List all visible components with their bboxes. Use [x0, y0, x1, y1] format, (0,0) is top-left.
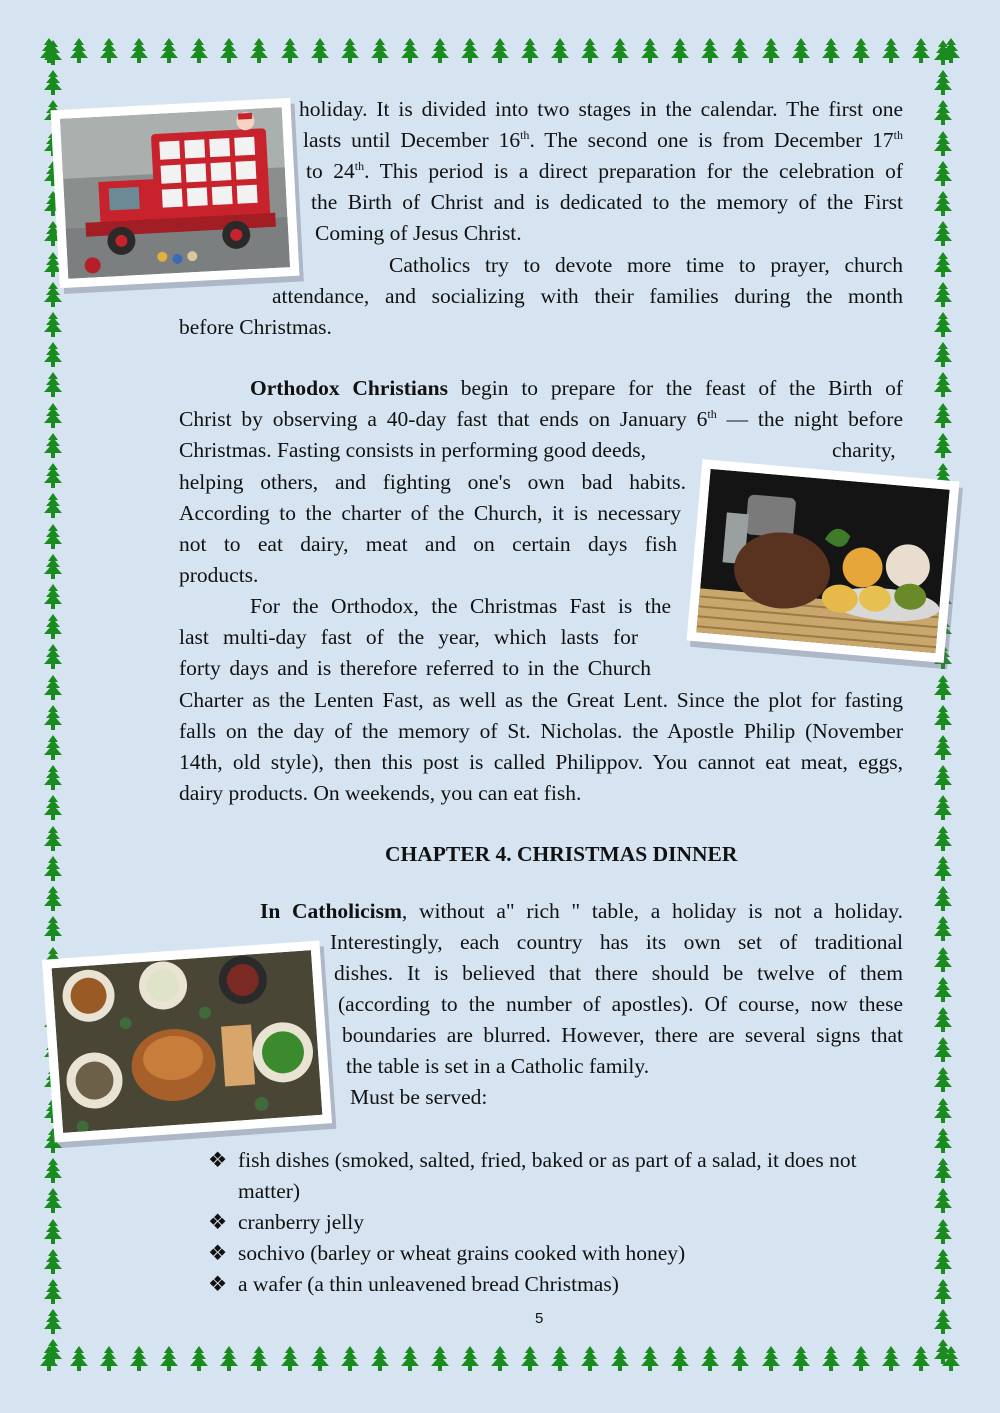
christmas-tree-icon [42, 675, 64, 705]
christmas-tree-icon [932, 675, 954, 705]
list-item-text: cranberry jelly [238, 1210, 364, 1234]
christmas-tree-icon [42, 1158, 64, 1188]
christmas-tree-icon [158, 38, 180, 68]
christmas-tree-icon [489, 38, 511, 68]
christmas-tree-icon [42, 1279, 64, 1309]
christmas-tree-icon [932, 433, 954, 463]
christmas-tree-icon [549, 1346, 571, 1376]
christmas-tree-icon [42, 312, 64, 342]
christmas-tree-icon [248, 38, 270, 68]
orthodox-line-1-rest: begin to prepare for the feast of the Birth of [460, 376, 904, 400]
list-item [208, 1238, 685, 1269]
tree-border-right [932, 40, 966, 1370]
christmas-tree-icon [42, 644, 64, 674]
christmas-tree-icon [42, 1219, 64, 1249]
christmas-tree-icon [98, 1346, 120, 1376]
orthodox-p2-line-6: 14th, old style), then this post is called Philippov. You cannot eat meat, eggs, [179, 750, 903, 774]
christmas-tree-icon [158, 1346, 180, 1376]
christmas-tree-icon [932, 40, 954, 70]
catholic-line-6: the table is set in a Catholic family. [346, 1054, 650, 1078]
christmas-tree-icon [910, 1346, 932, 1376]
christmas-tree-icon [932, 947, 954, 977]
advent-sup-16: th [520, 127, 530, 142]
christmas-tree-icon [42, 403, 64, 433]
christmas-tree-icon [932, 252, 954, 282]
christmas-tree-icon [729, 38, 751, 68]
advent-calendar-photo [51, 98, 300, 288]
catholic-line-1 [260, 896, 903, 927]
christmas-tree-icon [42, 463, 64, 493]
christmas-tree-icon [369, 38, 391, 68]
orthodox-p2-line-5: falls on the day of the memory of St. Nicholas. the Apostle Philip (November [179, 719, 903, 743]
christmas-tree-icon [639, 38, 661, 68]
christmas-tree-icon [880, 38, 902, 68]
advent-line-2b: . The second one is from December 17 [529, 128, 894, 152]
tree-border-top [38, 38, 962, 72]
christmas-tree-icon [932, 1219, 954, 1249]
christmas-tree-icon [188, 1346, 210, 1376]
christmas-tree-icon [932, 765, 954, 795]
orthodox-line-2b: — the night before [716, 407, 903, 431]
christmas-tree-icon [42, 705, 64, 735]
christmas-tree-icon [932, 1007, 954, 1037]
christmas-tree-icon [309, 38, 331, 68]
christmas-tree-icon [609, 1346, 631, 1376]
christmas-tree-icon [128, 1346, 150, 1376]
christmas-tree-icon [790, 1346, 812, 1376]
christmas-tree-icon [932, 1098, 954, 1128]
orthodox-line-3b: charity, [832, 438, 896, 462]
christmas-tree-icon [309, 1346, 331, 1376]
christmas-tree-icon [932, 826, 954, 856]
christmas-tree-icon [910, 38, 932, 68]
christmas-tree-icon [279, 1346, 301, 1376]
catholic-line-5: boundaries are blurred. However, there are several signs that [342, 1023, 903, 1047]
orthodox-lead: Orthodox Christians [250, 376, 448, 400]
bullet-diamond-icon: ❖ [208, 1148, 228, 1172]
christmas-tree-icon [609, 38, 631, 68]
christmas-tree-icon [42, 40, 64, 70]
christmas-tree-icon [429, 38, 451, 68]
christmas-tree-icon [42, 1188, 64, 1218]
christmas-tree-icon [42, 584, 64, 614]
bullet-diamond-icon: ❖ [208, 1210, 228, 1234]
christmas-tree-icon [42, 493, 64, 523]
christmas-tree-icon [932, 312, 954, 342]
christmas-tree-icon [42, 614, 64, 644]
christmas-tree-icon [218, 38, 240, 68]
christmas-tree-icon [279, 38, 301, 68]
christmas-tree-icon [42, 1339, 64, 1369]
christmas-tree-icon [932, 1279, 954, 1309]
christmas-tree-icon [932, 856, 954, 886]
christmas-tree-icon [729, 1346, 751, 1376]
christmas-tree-icon [42, 916, 64, 946]
orthodox-sup-6: th [707, 406, 717, 421]
christmas-tree-icon [42, 886, 64, 916]
catholic-line-2: Interestingly, each country has its own set of traditional [330, 930, 903, 954]
list-item-continuation: matter) [238, 1179, 301, 1203]
christmas-tree-icon [932, 161, 954, 191]
christmas-tree-icon [519, 38, 541, 68]
christmas-tree-icon [932, 191, 954, 221]
christmas-tree-icon [188, 38, 210, 68]
orthodox-p2-line-2: last multi-day fast of the year, which lasts for [179, 625, 638, 649]
christmas-tree-icon [880, 1346, 902, 1376]
christmas-tree-icon [369, 1346, 391, 1376]
christmas-tree-icon [489, 1346, 511, 1376]
bullet-diamond-icon: ❖ [208, 1272, 228, 1296]
christmas-tree-icon [42, 342, 64, 372]
christmas-tree-icon [820, 38, 842, 68]
christmas-tree-icon [42, 856, 64, 886]
advent-line-1: holiday. It is divided into two stages in the calendar. The first one [299, 97, 903, 121]
christmas-tree-icon [248, 1346, 270, 1376]
christmas-tree-icon [760, 1346, 782, 1376]
christmas-tree-icon [932, 372, 954, 402]
christmas-tree-icon [932, 916, 954, 946]
catholic-line-1-rest: , without a" rich " table, a holiday is not a holiday. [401, 899, 903, 923]
advent-line-7: attendance, and socializing with their families during the month [272, 284, 903, 308]
christmas-tree-icon [932, 403, 954, 433]
christmas-tree-icon [932, 131, 954, 161]
orthodox-line-6: not to eat dairy, meat and on certain days fish [179, 532, 677, 556]
christmas-tree-icon [218, 1346, 240, 1376]
orthodox-line-5: According to the charter of the Church, it is necessary [179, 501, 681, 525]
christmas-tree-icon [932, 705, 954, 735]
christmas-tree-icon [932, 282, 954, 312]
orthodox-line-7: products. [179, 563, 259, 587]
christmas-tree-icon [699, 38, 721, 68]
christmas-tree-icon [932, 342, 954, 372]
christmas-tree-icon [42, 765, 64, 795]
bullet-diamond-icon: ❖ [208, 1241, 228, 1265]
catholic-lead: In Catholicism [260, 899, 402, 923]
list-item-text: sochivo (barley or wheat grains cooked with honey) [238, 1241, 686, 1265]
tree-border-bottom [38, 1346, 962, 1380]
christmas-tree-icon [98, 38, 120, 68]
list-item-text: a wafer (a thin unleavened bread Christmas) [238, 1272, 619, 1296]
lenten-food-photo [687, 459, 960, 663]
orthodox-line-2a: Christ by observing a 40-day fast that ends on January 6 [179, 407, 708, 431]
christmas-tree-icon [42, 554, 64, 584]
christmas-tree-icon [932, 1188, 954, 1218]
christmas-tree-icon [42, 524, 64, 554]
christmas-tree-icon [850, 1346, 872, 1376]
christmas-tree-icon [549, 38, 571, 68]
orthodox-line-2 [179, 404, 903, 435]
christmas-tree-icon [669, 1346, 691, 1376]
christmas-tree-icon [932, 100, 954, 130]
christmas-tree-icon [932, 221, 954, 251]
orthodox-p2-line-7: dairy products. On weekends, you can eat fish. [179, 781, 582, 805]
christmas-tree-icon [932, 977, 954, 1007]
christmas-tree-icon [932, 1067, 954, 1097]
advent-line-3a: to 24 [306, 159, 355, 183]
christmas-tree-icon [459, 38, 481, 68]
christmas-tree-icon [42, 70, 64, 100]
christmas-tree-icon [519, 1346, 541, 1376]
christmas-tree-icon [42, 1309, 64, 1339]
christmas-tree-icon [932, 1249, 954, 1279]
christmas-tree-icon [42, 826, 64, 856]
christmas-dinner-photo [42, 941, 332, 1143]
advent-sup-17: th [893, 127, 903, 142]
list-item [208, 1145, 857, 1176]
advent-line-3b: . This period is a direct preparation for the celebration of [364, 159, 903, 183]
christmas-tree-icon [932, 886, 954, 916]
advent-line-2a: lasts until December 16 [303, 128, 521, 152]
christmas-tree-icon [932, 735, 954, 765]
christmas-tree-icon [42, 1249, 64, 1279]
advent-line-2 [303, 125, 903, 156]
advent-line-8: before Christmas. [179, 315, 332, 339]
list-item [208, 1207, 364, 1238]
chapter-heading: CHAPTER 4. CHRISTMAS DINNER [385, 842, 738, 866]
advent-line-6: Catholics try to devote more time to prayer, church [389, 253, 903, 277]
advent-line-4: the Birth of Christ and is dedicated to the memory of the First [311, 190, 903, 214]
christmas-tree-icon [42, 735, 64, 765]
christmas-tree-icon [459, 1346, 481, 1376]
christmas-tree-icon [760, 38, 782, 68]
christmas-tree-icon [128, 38, 150, 68]
orthodox-line-1 [250, 373, 903, 404]
christmas-tree-icon [932, 1309, 954, 1339]
christmas-tree-icon [42, 795, 64, 825]
christmas-tree-icon [932, 70, 954, 100]
christmas-tree-icon [932, 1339, 954, 1369]
catholic-line-3: dishes. It is believed that there should be twelve of them [334, 961, 903, 985]
list-item [208, 1269, 619, 1300]
christmas-tree-icon [42, 433, 64, 463]
orthodox-p2-line-4: Charter as the Lenten Fast, as well as the Great Lent. Since the plot for fasting [179, 688, 903, 712]
christmas-tree-icon [339, 1346, 361, 1376]
christmas-tree-icon [932, 1128, 954, 1158]
list-item-text: fish dishes (smoked, salted, fried, baked or as part of a salad, it does not [238, 1148, 857, 1172]
christmas-tree-icon [429, 1346, 451, 1376]
christmas-tree-icon [339, 38, 361, 68]
page-number: 5 [535, 1310, 544, 1327]
christmas-tree-icon [579, 38, 601, 68]
christmas-tree-icon [399, 38, 421, 68]
advent-sup-24: th [354, 158, 365, 173]
orthodox-p2-line-3: forty days and is therefore referred to in the Church [179, 656, 651, 680]
christmas-tree-icon [820, 1346, 842, 1376]
christmas-tree-icon [669, 38, 691, 68]
christmas-tree-icon [42, 372, 64, 402]
christmas-tree-icon [790, 38, 812, 68]
orthodox-line-3a: Christmas. Fasting consists in performing good deeds, [179, 438, 646, 462]
christmas-tree-icon [850, 38, 872, 68]
advent-line-3 [306, 156, 903, 187]
christmas-tree-icon [932, 795, 954, 825]
christmas-tree-icon [579, 1346, 601, 1376]
christmas-tree-icon [699, 1346, 721, 1376]
christmas-tree-icon [399, 1346, 421, 1376]
christmas-tree-icon [932, 1158, 954, 1188]
orthodox-p2-line-1: For the Orthodox, the Christmas Fast is the [250, 594, 671, 618]
christmas-tree-icon [932, 1037, 954, 1067]
advent-line-5: Coming of Jesus Christ. [315, 221, 522, 245]
christmas-tree-icon [639, 1346, 661, 1376]
orthodox-line-4: helping others, and fighting one's own bad habits. [179, 470, 686, 494]
catholic-line-7: Must be served: [350, 1085, 488, 1109]
catholic-line-4: (according to the number of apostles). Of course, now these [338, 992, 903, 1016]
